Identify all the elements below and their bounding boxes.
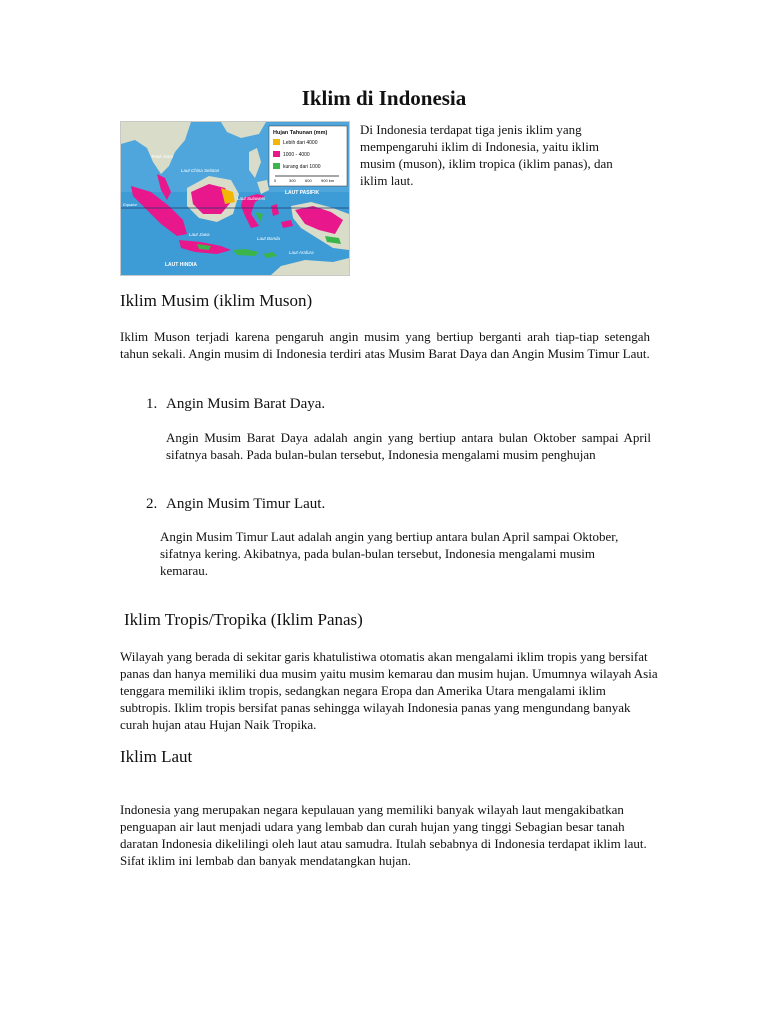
- label-laut-arafura: Laut Arafura: [289, 250, 314, 255]
- list-item-barat-daya: [146, 396, 325, 413]
- climate-map: [120, 121, 350, 276]
- page-title: Iklim di Indonesia: [301, 86, 467, 110]
- label-laut-jawa: Laut Jawa: [189, 232, 210, 237]
- legend-label-3: kurang dari 1000: [283, 164, 321, 170]
- label-laut-sulawesi: Laut Sulawesi: [237, 196, 266, 201]
- list-item-timur-laut: [146, 496, 325, 513]
- list-number: 2.: [146, 496, 158, 512]
- scale-tick-3: 600: [305, 178, 312, 183]
- legend-label-2: 1000 - 4000: [283, 152, 310, 158]
- label-teluk-siam: Teluk Siam: [151, 154, 174, 159]
- paragraph-iklim-muson: Iklim Muson terjadi karena pengaruh angin musim yang bertiup berganti arah tiap-tiap setengah tahun sekali. Angin musim di Indonesia terdiri atas Musim Barat Daya dan Angin Musim Timur Laut.: [120, 329, 650, 361]
- paragraph-iklim-laut: Indonesia yang merupakan negara kepulauan yang memiliki banyak wilayah laut mengakibatkan penguapan air laut menjadi udara yang lembab dan curah hujan yang tinggi Sebagian besar tanah daratan Indonesia dikelilingi oleh laut atau samudra. Itulah sebabnya di Indonesia terdapat iklim laut. Sifat iklim ini lembab dan banyak mendatangkan hujan.: [120, 802, 647, 868]
- label-laut-pasifik: LAUT PASIFIK: [285, 190, 320, 196]
- label-laut-hindia: LAUT HINDIA: [165, 262, 197, 268]
- intro-text: Di Indonesia terdapat tiga jenis iklim yang mempengaruhi iklim di Indonesia, yaitu iklim musim (muson), iklim tropica (iklim panas), dan iklim laut.: [360, 122, 613, 188]
- label-laut-cina-selatan: Laut China Selatan: [181, 168, 220, 173]
- scale-tick-4: 900 km: [321, 178, 335, 183]
- indonesia-rainfall-map: [121, 122, 349, 275]
- paragraph-timur-laut: Angin Musim Timur Laut adalah angin yang bertiup antara bulan April sampai Oktober, sifatnya kering. Akibatnya, pada bulan-bulan tersebut, Indonesia mengalami musim kemarau.: [160, 529, 619, 578]
- scale-tick-2: 300: [289, 178, 296, 183]
- legend-title: Hujan Tahunan (mm): [273, 130, 328, 136]
- legend-swatch-1: [273, 139, 280, 145]
- heading-iklim-tropis: Iklim Tropis/Tropika (Iklim Panas): [124, 610, 363, 629]
- heading-iklim-laut: Iklim Laut: [120, 747, 193, 766]
- legend-swatch-2: [273, 151, 280, 157]
- scale-tick-1: 0: [274, 178, 277, 183]
- label-laut-banda: Laut Banda: [257, 236, 281, 241]
- list-item-title: Angin Musim Barat Daya.: [166, 396, 326, 412]
- paragraph-barat-daya: Angin Musim Barat Daya adalah angin yang bertiup antara bulan Oktober sampai April sifatnya basah. Pada bulan-bulan tersebut, Indonesia mengalami musim penghujan: [166, 430, 651, 462]
- legend-label-1: Lebih dari 4000: [283, 140, 318, 146]
- list-item-title: Angin Musim Timur Laut.: [166, 496, 326, 512]
- legend-swatch-3: [273, 163, 280, 169]
- paragraph-iklim-tropis: Wilayah yang berada di sekitar garis khatulistiwa otomatis akan mengalami iklim tropis yang bersifat panas dan hanya memiliki dua musim yaitu musim kemarau dan musim hujan. Umumnya wilayah Asia tenggara memiliki iklim tropis, sedangkan negara Eropa dan Amerika Utara mengalami iklim subtropis. Iklim tropis bersifat panas sehingga wilayah Indonesia panas yang mengundang banyak curah hujan atau Hujan Naik Tropika.: [120, 649, 658, 732]
- label-equator: Equator: [123, 202, 138, 207]
- list-number: 1.: [146, 396, 158, 412]
- heading-iklim-muson: Iklim Musim (iklim Muson): [120, 291, 313, 310]
